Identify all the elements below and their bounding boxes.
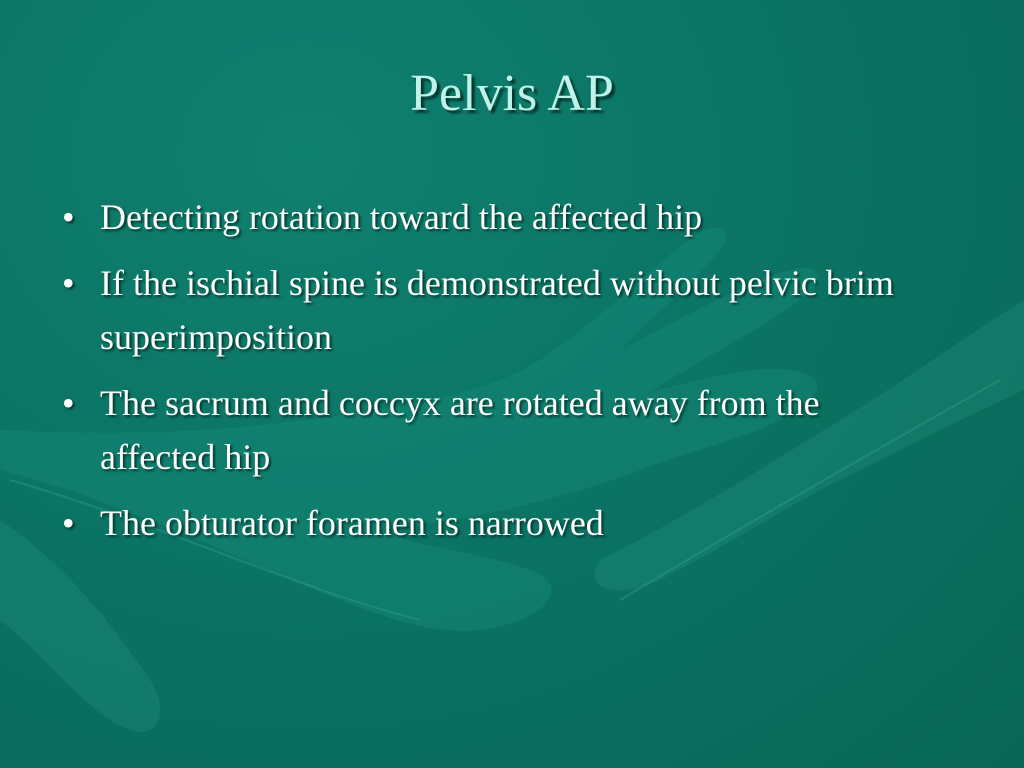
bullet-text: The obturator foramen is narrowed <box>100 503 604 543</box>
bullet-dot-icon: • <box>62 263 75 303</box>
bullet-item <box>60 376 940 484</box>
bullet-item <box>60 256 940 364</box>
bullet-dot-icon: • <box>62 197 75 237</box>
bullet-item <box>60 190 940 244</box>
slide-title: Pelvis AP <box>410 65 614 122</box>
bullet-dot-icon: • <box>62 503 75 543</box>
bullet-item <box>60 496 940 550</box>
bullet-list <box>60 190 940 562</box>
bullet-text: Detecting rotation toward the affected hip <box>100 197 703 237</box>
bullet-text: If the ischial spine is demonstrated without pelvic brim superimposition <box>100 263 894 357</box>
bullet-dot-icon: • <box>62 383 75 423</box>
bullet-text: The sacrum and coccyx are rotated away from the affected hip <box>100 383 820 477</box>
